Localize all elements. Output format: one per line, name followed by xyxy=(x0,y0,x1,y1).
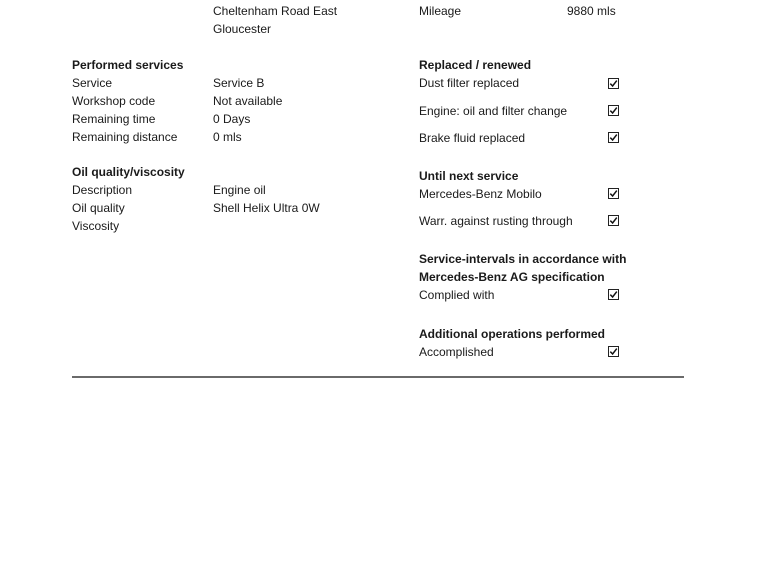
rust-warranty-label: Warr. against rusting through xyxy=(419,214,573,228)
additional-heading: Additional operations performed xyxy=(419,327,606,341)
oil-quality-label: Oil quality xyxy=(72,201,125,215)
checkmark-icon xyxy=(609,189,618,198)
oil-description-label: Description xyxy=(72,183,133,197)
brake-fluid-checkbox[interactable] xyxy=(608,132,619,143)
service-value: Service B xyxy=(213,76,265,90)
next-service-heading: Until next service xyxy=(419,169,519,183)
checkmark-icon xyxy=(609,106,618,115)
workshop-code-label: Workshop code xyxy=(72,94,156,108)
complied-checkbox[interactable] xyxy=(608,289,619,300)
checkmark-icon xyxy=(609,79,618,88)
workshop-code-value: Not available xyxy=(213,94,283,108)
intervals-heading-line-1: Service-intervals in accordance with xyxy=(419,252,627,266)
section-divider xyxy=(72,376,684,378)
checkmark-icon xyxy=(609,290,618,299)
mileage-value: 9880 mls xyxy=(567,4,616,18)
checkmark-icon xyxy=(609,347,618,356)
complied-label: Complied with xyxy=(419,288,495,302)
oil-quality-value: Shell Helix Ultra 0W xyxy=(213,201,320,215)
remaining-time-label: Remaining time xyxy=(72,112,156,126)
replaced-heading: Replaced / renewed xyxy=(419,58,532,72)
dust-filter-label: Dust filter replaced xyxy=(419,76,520,90)
checkmark-icon xyxy=(609,216,618,225)
dust-filter-checkbox[interactable] xyxy=(608,78,619,89)
oil-filter-change-checkbox[interactable] xyxy=(608,105,619,116)
remaining-distance-value: 0 mls xyxy=(213,130,242,144)
brake-fluid-label: Brake fluid replaced xyxy=(419,131,526,145)
checkmark-icon xyxy=(609,133,618,142)
remaining-distance-label: Remaining distance xyxy=(72,130,178,144)
intervals-heading-line-2: Mercedes-Benz AG specification xyxy=(419,270,605,284)
rust-warranty-checkbox[interactable] xyxy=(608,215,619,226)
performed-services-heading: Performed services xyxy=(72,58,184,72)
mobilo-checkbox[interactable] xyxy=(608,188,619,199)
remaining-time-value: 0 Days xyxy=(213,112,251,126)
mileage-label: Mileage xyxy=(419,4,462,18)
address-line-2: Gloucester xyxy=(213,22,272,36)
oil-description-value: Engine oil xyxy=(213,183,266,197)
service-label: Service xyxy=(72,76,113,90)
address-line-1: Cheltenham Road East xyxy=(213,4,338,18)
accomplished-label: Accomplished xyxy=(419,345,494,359)
oil-filter-change-label: Engine: oil and filter change xyxy=(419,104,568,118)
mobilo-label: Mercedes-Benz Mobilo xyxy=(419,187,542,201)
oil-heading: Oil quality/viscosity xyxy=(72,165,185,179)
accomplished-checkbox[interactable] xyxy=(608,346,619,357)
viscosity-label: Viscosity xyxy=(72,219,120,233)
